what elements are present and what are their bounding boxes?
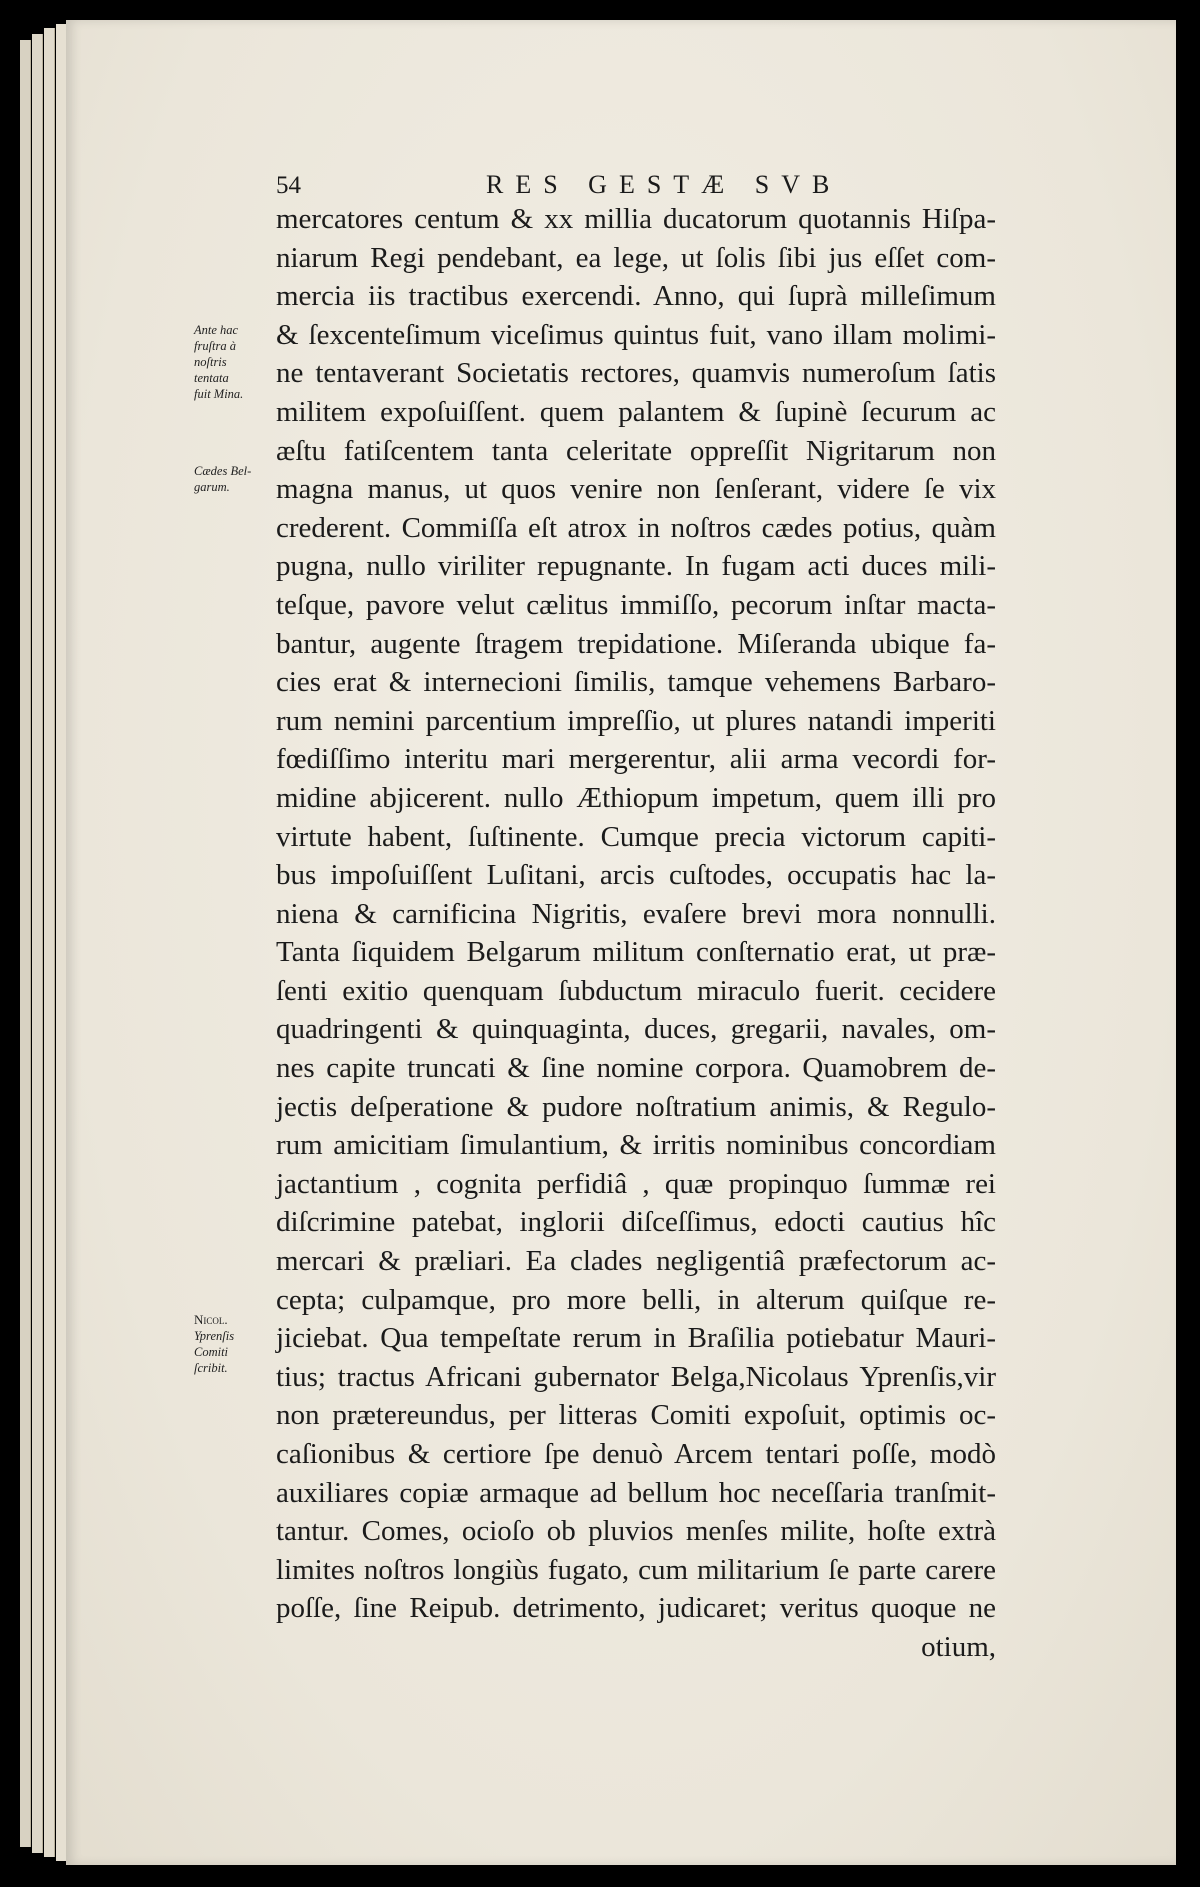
marginal-note [194,463,274,495]
running-head: RES GESTÆ SVB [486,170,842,199]
text-line: quadringenti & quinquaginta, duces, gregarii, navales, om- [276,1013,996,1046]
text-line: crederent. Commiſſa eſt atrox in noſtros cædes potius, quàm [276,511,996,544]
marginal-note-line: Nicol. [194,1312,228,1327]
marginal-note-line: tentata [194,371,229,385]
text-line: fœdiſſimo interitu mari mergerentur, alii arma vecordi for- [276,743,996,776]
text-line: ſenti exitio quenquam ſubductum miraculo fuerit. cecidere [276,974,996,1007]
text-line: poſſe, ſine Reipub. detrimento, judicaret; veritus quoque ne [276,1592,996,1625]
page-edge [20,40,31,1847]
text-line: & ſexcenteſimum viceſimus quintus fuit, vano illam molimi- [276,318,996,351]
text-line: jiciebat. Qua tempeſtate rerum in Braſilia potiebatur Mauri- [276,1322,996,1355]
text-line: bus impoſuiſſent Luſitani, arcis cuſtodes, occupatis hac la- [276,859,996,892]
marginal-note [194,322,274,402]
page-header [276,160,996,200]
marginal-note-line: ſcribit. [194,1361,228,1375]
marginal-note-line: garum. [194,480,230,494]
book-page [66,20,1176,1865]
text-line: nes capite truncati & ſine nomine corpora. Quamobrem de- [276,1052,996,1085]
text-line: Tanta ſiquidem Belgarum militum conſternatio erat, ut præ- [276,936,996,969]
text-line: rum amicitiam ſimulantium, & irritis nominibus concordiam [276,1129,996,1162]
text-line: mercatores centum & xx millia ducatorum quotannis Hiſpa- [276,203,996,235]
text-line: midine abjicerent. nullo Æthiopum impetum, quem illi pro [276,781,996,814]
marginal-note-line: fuit Mina. [194,387,244,401]
text-line: ne tentaverant Societatis rectores, quamvis numeroſum ſatis [276,357,996,390]
text-line: teſque, pavore velut cælitus immiſſo, pecorum inſtar macta- [276,588,996,621]
text-line: tantur. Comes, ocioſo ob pluvios menſes milite, hoſte extrà [276,1515,996,1548]
page-number: 54 [276,172,301,199]
text-line: mercari & præliari. Ea clades negligentiâ præfectorum ac- [276,1245,996,1278]
text-line: non prætereundus, per litteras Comiti expoſuit, optimis oc- [276,1399,996,1432]
text-line: caſionibus & certiore ſpe denuò Arcem tentari poſſe, modò [276,1438,996,1470]
text-line: mercia iis tractibus exercendi. Anno, qui ſuprà milleſimum [276,280,996,313]
text-line: rum nemini parcentium impreſſio, ut plures natandi imperiti [276,704,996,737]
text-line: tius; tractus Africani gubernator Belga,Nicolaus Yprenſis,vir [276,1360,996,1393]
marginal-note [194,1312,274,1376]
text-line: cies erat & internecioni ſimilis, tamque vehemens Barbaro- [276,666,996,699]
body-text [276,200,996,1667]
text-line-catchword: otium, [921,1630,996,1663]
text-line: niarum Regi pendebant, ea lege, ut ſolis ſibi jus eſſet com- [276,241,996,274]
text-line: virtute habent, ſuſtinente. Cumque precia victorum capiti- [276,820,996,853]
text-line: militem expoſuiſſent. quem palantem & ſupinè ſecurum ac [276,395,996,428]
marginal-note-line: Comiti [194,1345,229,1359]
text-line: cepta; culpamque, pro more belli, in alterum quiſque re- [276,1283,996,1316]
marginal-note-line: Cædes Bel- [194,464,252,478]
marginal-note-line: Yprenſis [194,1329,235,1343]
text-line: bantur, augente ſtragem trepidatione. Miſeranda ubique fa- [276,627,996,660]
text-line: diſcrimine patebat, inglorii diſceſſimus, edocti cautius hîc [276,1206,996,1239]
page-edge [32,34,43,1853]
page-edge [44,28,55,1857]
marginal-note-line: noſtris [194,355,227,369]
text-line: pugna, nullo viriliter repugnante. In fugam acti duces mili- [276,550,996,583]
marginal-note-line: fruſtra à [194,339,237,353]
marginal-note-line: Ante hac [194,323,239,337]
text-line: magna manus, ut quos venire non ſenſerant, videre ſe vix [276,473,996,506]
text-line: niena & carnificina Nigritis, evaſere brevi mora nonnulli. [276,897,996,930]
text-line: limites noſtros longiùs fugato, cum militarium ſe parte carere [276,1553,996,1586]
text-line: jactantium , cognita perfidiâ , quæ propinquo ſummæ rei [276,1167,996,1200]
text-line: æſtu fatiſcentem tanta celeritate oppreſſit Nigritarum non [276,434,996,467]
text-line: jectis deſperatione & pudore noſtratium animis, & Regulo- [276,1090,996,1123]
text-line: auxiliares copiæ armaque ad bellum hoc neceſſaria tranſmit- [276,1476,996,1509]
